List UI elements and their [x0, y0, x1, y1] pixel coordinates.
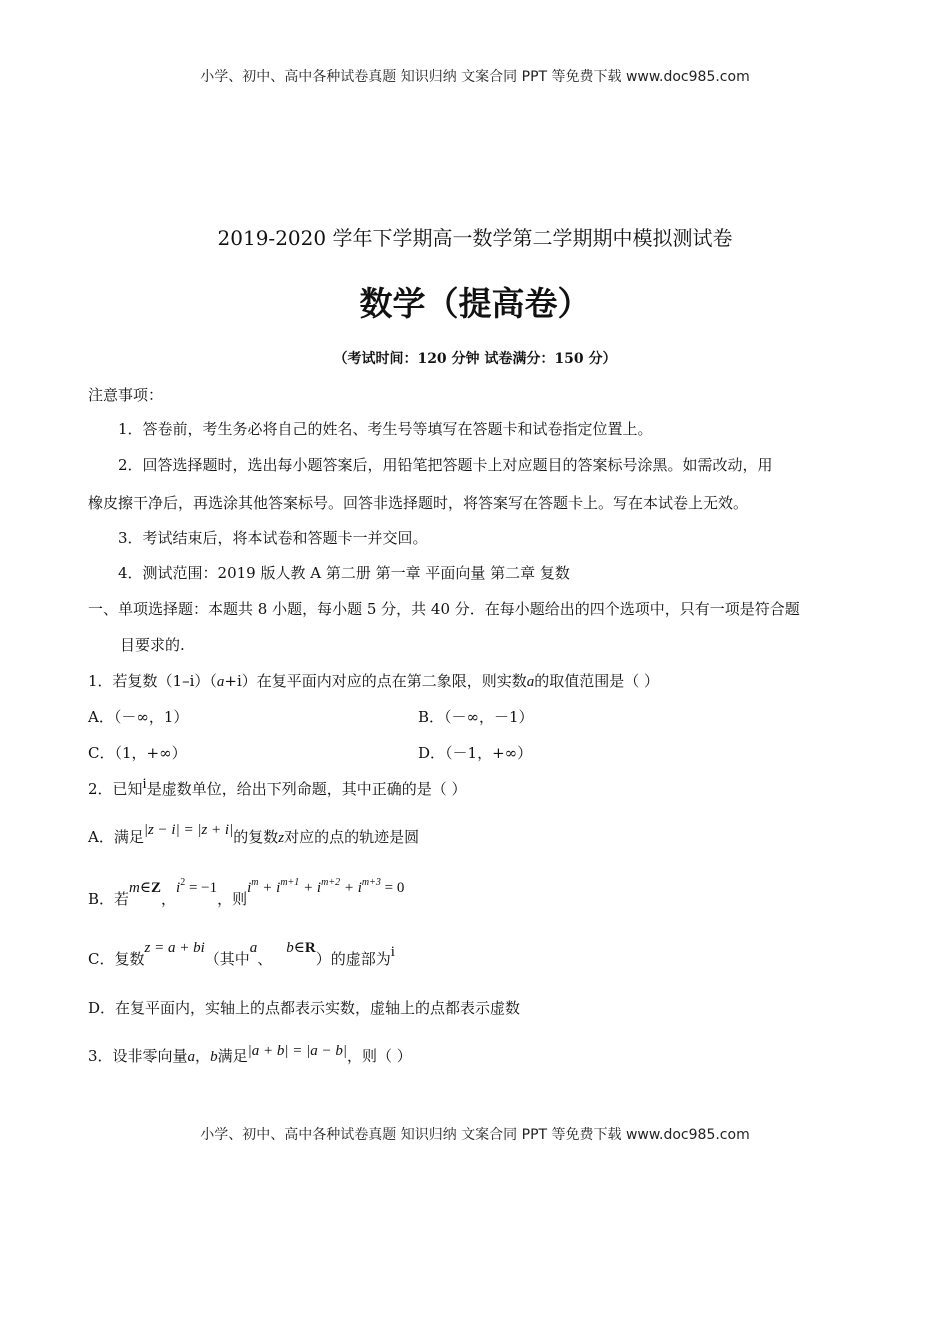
- q2-option-b: [88, 877, 405, 909]
- note-item-1: 1．答卷前，考生务必将自己的姓名、考生号等填写在答题卡和试卷指定位置上。: [118, 420, 653, 438]
- q1-text-3: 的取值范围是（ ）: [534, 672, 660, 690]
- note-item-4: 4．测试范围：2019 版人教 A 第二册 第一章 平面向量 第二章 复数: [118, 564, 570, 582]
- note-item-2-cont: 橡皮擦干净后，再选涂其他答案标号。回答非选择题时，将答案写在答题卡上。写在本试卷上无效。: [88, 494, 749, 512]
- q2b-sum-term-3: + i: [299, 880, 322, 896]
- q2c-mid-2: 、: [257, 950, 273, 968]
- q1-text-1: 1．若复数（1–i）（: [88, 672, 217, 690]
- exam-title: 2019-2020 学年下学期高一数学第二学期期中模拟测试卷: [217, 226, 733, 250]
- q1-var-a: a: [216, 674, 225, 690]
- main-title: 数学（提高卷）: [359, 284, 591, 323]
- q2b-in-sym: ∈: [139, 880, 151, 896]
- q2c-mid-3: ）的虚部为: [315, 950, 391, 968]
- q3-suffix: ，则（ ）: [346, 1047, 412, 1065]
- q2-imaginary-i: i: [142, 776, 147, 792]
- q1-var-a-2: a: [526, 674, 535, 690]
- page-footer: 小学、初中、高中各种试卷真题 知识归纳 文案合同 PPT 等免费下载 www.doc985.com: [200, 1127, 750, 1143]
- q2c-formula: z = a + bi: [144, 940, 205, 956]
- q2c-imaginary-i: i: [390, 944, 395, 960]
- q2a-prefix: A．满足: [88, 828, 144, 846]
- q2c-var-b: b: [286, 940, 294, 956]
- q2a-middle: 的复数: [233, 828, 279, 846]
- q2b-i2-rest: = −1: [185, 880, 218, 896]
- q2b-i2-base: i: [176, 880, 181, 896]
- q2b-var-m: m: [129, 880, 140, 896]
- q2b-sum: [247, 877, 405, 896]
- section-heading: 一、单项选择题：本题共 8 小题，每小题 5 分，共 40 分．在每小题给出的四个选项中，只有一项是符合题: [88, 600, 800, 618]
- q2-option-d: D．在复平面内，实轴上的点都表示实数，虚轴上的点都表示虚数: [88, 999, 521, 1017]
- q2c-var-a: a: [249, 940, 258, 956]
- q1-text-2: +i）在复平面内对应的点在第二象限，则实数: [224, 672, 527, 690]
- q2b-prefix: B．若: [88, 890, 130, 908]
- q2a-var-z: z: [278, 830, 285, 846]
- q2b-sum-exp-3: m+2: [321, 877, 341, 888]
- question-3: [88, 1045, 412, 1066]
- q1-option-a: A．（－∞，1）: [88, 708, 189, 726]
- page-header: 小学、初中、高中各种试卷真题 知识归纳 文案合同 PPT 等免费下载 www.doc985.com: [200, 69, 750, 85]
- q3-mid: 满足: [217, 1047, 248, 1065]
- q2-option-c: [88, 940, 395, 969]
- q2c-mid-1: （其中: [204, 950, 250, 968]
- q2c-in-sym: ∈: [293, 940, 305, 956]
- section-heading-cont: 目要求的.: [120, 636, 185, 654]
- q3-sep: ，: [195, 1047, 211, 1065]
- q2c-prefix: C．复数: [88, 950, 145, 968]
- q2b-comma-2: ，则: [217, 890, 248, 908]
- exam-time-info: （考试时间：120 分钟 试卷满分：150 分）: [333, 351, 617, 367]
- q2b-i2-exp: 2: [180, 877, 186, 888]
- question-2: [88, 778, 467, 799]
- q3-formula: |a + b| = |a − b|: [247, 1043, 347, 1059]
- note-item-3: 3．考试结束后，将本试卷和答题卡一并交回。: [118, 529, 428, 547]
- q2-option-a: [88, 822, 420, 847]
- q2b-sum-term-2: + i: [258, 880, 281, 896]
- q2a-suffix: 对应的点的轨迹是圆: [284, 828, 420, 846]
- q3-prefix: 3．设非零向量: [88, 1047, 188, 1065]
- q2-text-1: 2．已知: [88, 780, 143, 798]
- q2b-sum-term-1: i: [247, 880, 252, 896]
- q2c-set-r: R: [304, 940, 316, 956]
- note-item-2: 2．回答选择题时，选出每小题答案后，用铅笔把答题卡上对应题目的答案标号涂黑。如需改动，用: [118, 456, 773, 474]
- q2b-sum-exp-1: m: [251, 877, 259, 888]
- q1-option-d: D．（－1，+∞）: [418, 744, 533, 762]
- q2a-formula: |z − i| = |z + i|: [143, 822, 234, 838]
- q3-var-b: b: [210, 1049, 218, 1065]
- q2b-set-z: Z: [150, 880, 161, 896]
- q2b-comma-1: ，: [161, 890, 177, 908]
- question-1: [88, 670, 659, 691]
- notes-heading: 注意事项：: [88, 386, 164, 404]
- q2b-sum-exp-2: m+1: [280, 877, 300, 888]
- q1-option-c: C．（1，+∞）: [88, 744, 187, 762]
- q1-option-b: B．（－∞，－1）: [418, 708, 534, 726]
- q2-text-2: 是虚数单位，给出下列命题，其中正确的是（ ）: [146, 780, 467, 798]
- q2b-sum-term-4: + i: [340, 880, 362, 896]
- q3-var-a: a: [187, 1049, 196, 1065]
- q2b-sum-exp-4: m+3: [361, 877, 381, 888]
- q2b-sum-rest: = 0: [380, 880, 405, 896]
